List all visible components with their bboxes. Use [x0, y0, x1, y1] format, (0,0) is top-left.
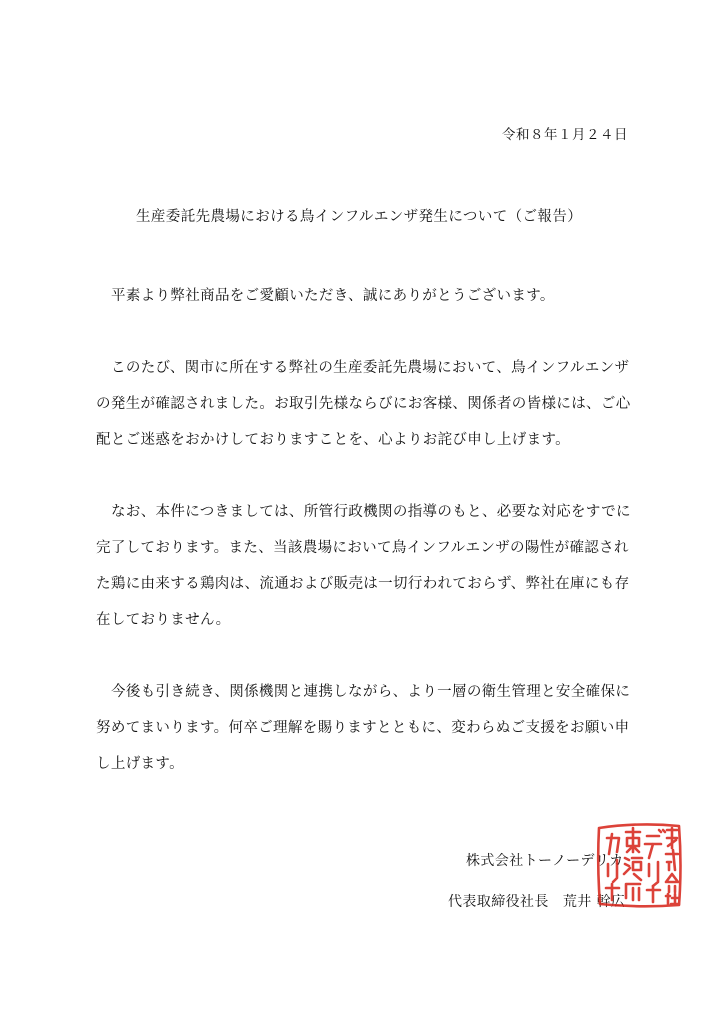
paragraph-response: なお、本件につきましては、所管行政機関の指導のもと、必要な対応をすでに完了しております。また、当該農場において鳥インフルエンザの陽性が確認された鶏に由来する鶏肉は、流通および販売は一切行われておらず、弊社在庫にも存在しておりません。 [96, 504, 631, 628]
signer-title: 代表取締役社長 [448, 894, 549, 910]
signer-name: 荒井 幹広 [562, 894, 626, 910]
company-seal-stamp [593, 818, 685, 912]
paragraph-closing: 今後も引き続き、関係機関と連携しながら、より一層の衛生管理と安全確保に努めてまいります。何卒ご理解を賜りますとともに、変わらぬご支援をお願い申し上げます。 [96, 684, 631, 772]
document-date: 令和８年１月２４日 [502, 127, 628, 143]
paragraph-greeting: 平素より弊社商品をご愛顧いただき、誠にありがとうございます。 [111, 288, 555, 304]
document-title: 生産委託先農場における鳥インフルエンザ発生について（ご報告） [136, 209, 583, 225]
company-name: 株式会社トーノーデリカ [466, 853, 624, 869]
paragraph-announcement: このたび、関市に所在する弊社の生産委託先農場において、鳥インフルエンザの発生が確認されました。お取引先様ならびにお客様、関係者の皆様には、ご心配とご迷惑をおかけしておりますことを、心よりお詫び申し上げます。 [96, 360, 631, 448]
